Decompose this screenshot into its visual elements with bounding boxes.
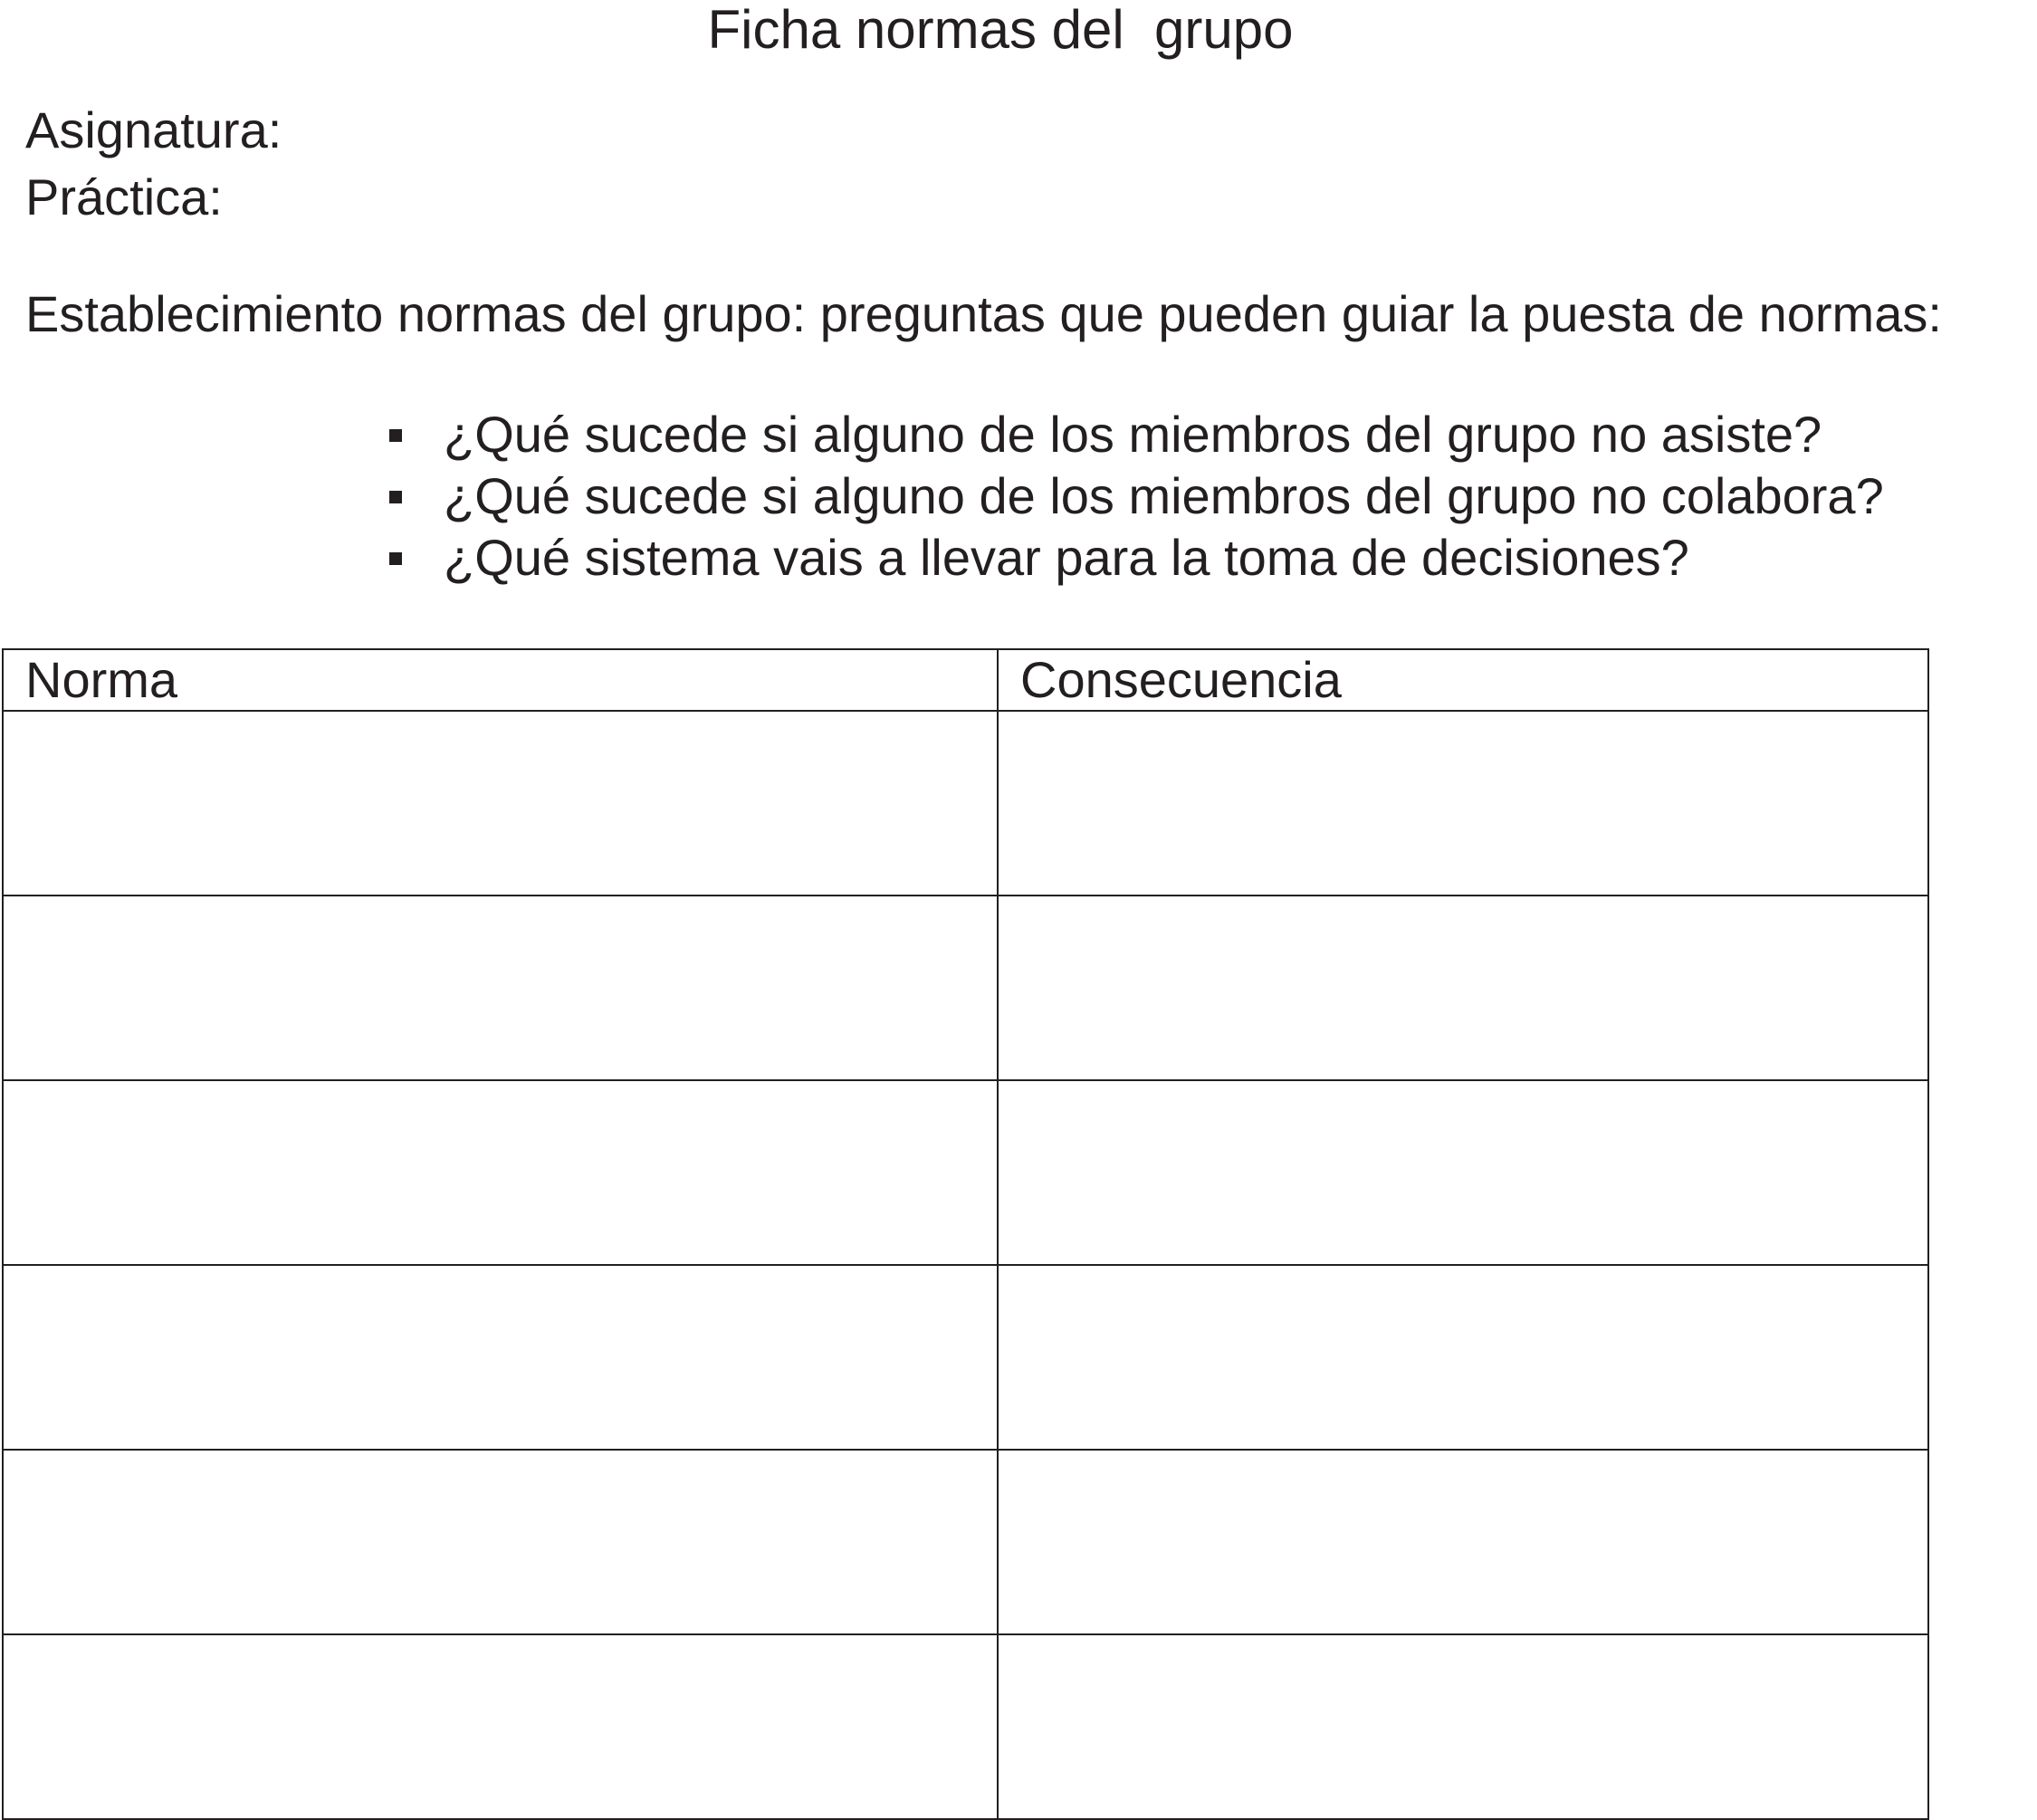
consecuencia-cell[interactable] xyxy=(998,1634,1928,1819)
table-row xyxy=(3,711,1928,896)
consecuencia-cell[interactable] xyxy=(998,896,1928,1080)
question-text: ¿Qué sucede si alguno de los miembros del grupo no colabora? xyxy=(444,467,1884,524)
list-item xyxy=(389,527,1884,589)
column-header-norma: Norma xyxy=(3,649,998,711)
square-bullet-icon xyxy=(389,491,402,503)
norms-table xyxy=(2,648,1929,1820)
square-bullet-icon xyxy=(389,429,402,442)
table-row xyxy=(3,896,1928,1080)
table-header-row xyxy=(3,649,1928,711)
practica-label: Práctica: xyxy=(25,168,223,225)
norma-cell[interactable] xyxy=(3,896,998,1080)
consecuencia-cell[interactable] xyxy=(998,1450,1928,1634)
intro-text: Establecimiento normas del grupo: preguntas que pueden guiar la puesta de normas: xyxy=(25,285,1942,342)
norma-cell[interactable] xyxy=(3,711,998,896)
question-text: ¿Qué sucede si alguno de los miembros del grupo no asiste? xyxy=(444,406,1822,463)
consecuencia-cell[interactable] xyxy=(998,1080,1928,1265)
table-row xyxy=(3,1265,1928,1450)
list-item xyxy=(389,465,1884,527)
question-text: ¿Qué sistema vais a llevar para la toma de decisiones? xyxy=(444,529,1689,586)
table-row xyxy=(3,1080,1928,1265)
norma-cell[interactable] xyxy=(3,1265,998,1450)
square-bullet-icon xyxy=(389,552,402,565)
norma-cell[interactable] xyxy=(3,1634,998,1819)
column-header-consecuencia: Consecuencia xyxy=(998,649,1928,711)
asignatura-label: Asignatura: xyxy=(25,101,282,158)
page-title: Ficha normas del grupo xyxy=(707,0,1294,60)
consecuencia-cell[interactable] xyxy=(998,711,1928,896)
guiding-questions-list xyxy=(389,404,1884,589)
norma-cell[interactable] xyxy=(3,1080,998,1265)
table-row xyxy=(3,1634,1928,1819)
table-row xyxy=(3,1450,1928,1634)
norma-cell[interactable] xyxy=(3,1450,998,1634)
list-item xyxy=(389,404,1884,465)
consecuencia-cell[interactable] xyxy=(998,1265,1928,1450)
